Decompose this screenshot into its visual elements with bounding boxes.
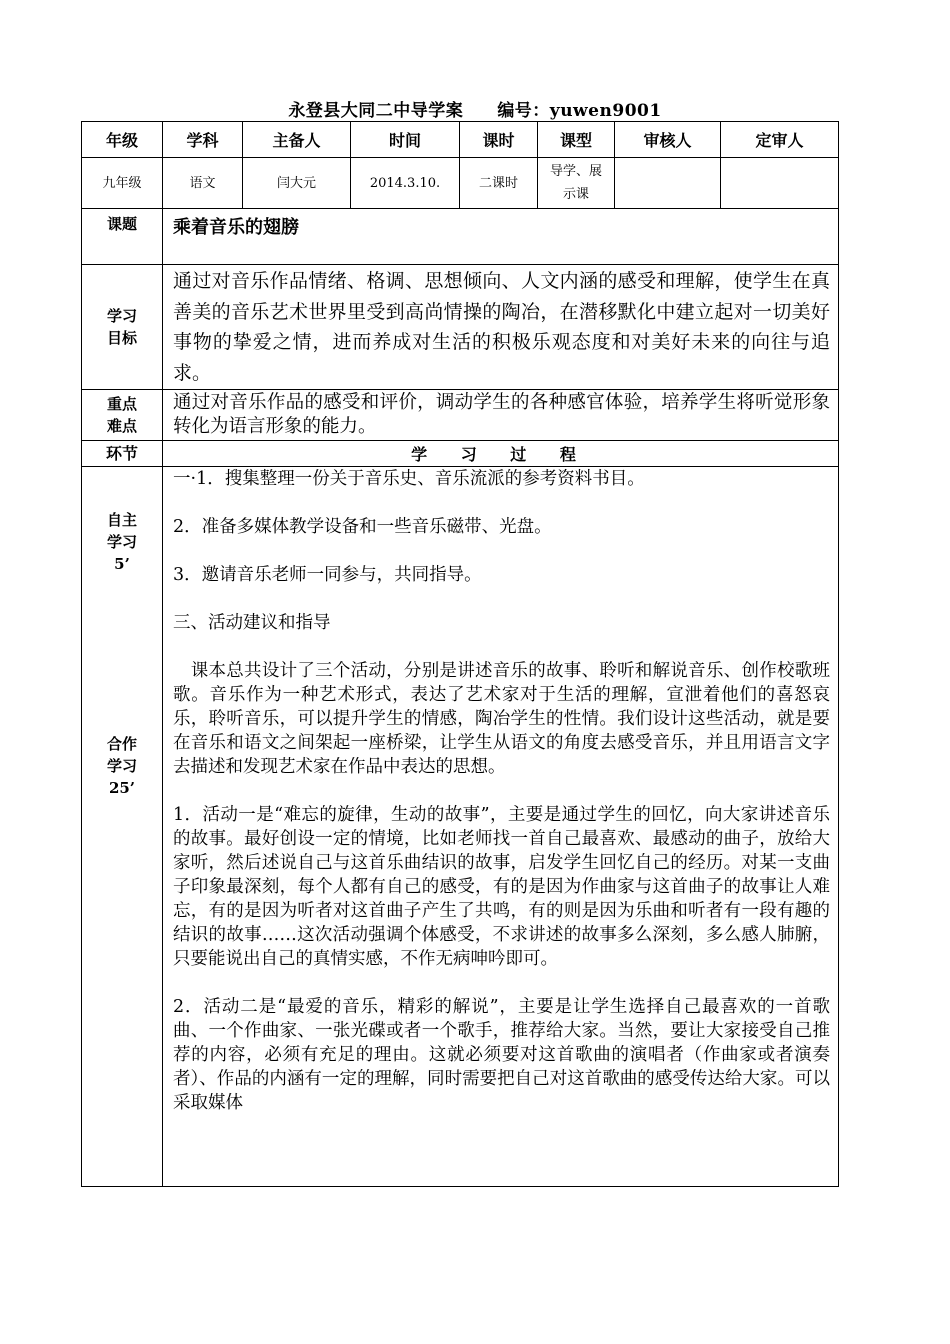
goals-text: 通过对音乐作品情绪、格调、思想倾向、人文内涵的感受和理解，使学生在真善美的音乐艺术世界里受到高尚情操的陶冶，在潜移默化中建立起对一切美好事物的挚爱之情，进而养成对生活的积极乐观态度和对美好未来的向往与追求。 xyxy=(163,265,839,390)
goals-row xyxy=(82,265,839,390)
col-reviewer: 审核人 xyxy=(615,122,721,158)
page-title xyxy=(0,96,950,121)
process-paragraph: 2．准备多媒体教学设备和一些音乐磁带、光盘。 xyxy=(173,517,552,537)
school-title: 永登县大同二中导学案 xyxy=(288,101,464,121)
process-header-row xyxy=(82,441,839,467)
process-row xyxy=(82,467,839,1187)
process-stage-labels xyxy=(82,467,163,1187)
col-time: 时间 xyxy=(351,122,460,158)
topic-value: 乘着音乐的翅膀 xyxy=(163,209,839,265)
cooperative-study-label: 合作 学习 25’ xyxy=(106,735,137,797)
lesson-plan-table xyxy=(81,121,839,1187)
key-points-text: 通过对音乐作品的感受和评价，调动学生的各种感官体验，培养学生将听觉形象转化为语言形象的能力。 xyxy=(163,390,839,441)
key-points-label: 重点 难点 xyxy=(82,390,163,441)
key-points-row xyxy=(82,390,839,441)
topic-label: 课题 xyxy=(82,209,163,265)
topic-row xyxy=(82,209,839,265)
cell-subject: 语文 xyxy=(163,158,243,209)
process-paragraph: 2．活动二是“最爱的音乐，精彩的解说”，主要是让学生选择自己最喜欢的一首歌曲、一个作曲家、一张光碟或者一个歌手，推荐给大家。当然，要让大家接受自己推荐的内容，必须有充足的理由。这就必须要对这首歌曲的演唱者（作曲家或者演奏者）、作品的内涵有一定的理解，同时需要把自己对这首歌曲的感受传达给大家。可以采取媒体 xyxy=(173,997,830,1113)
cell-grade: 九年级 xyxy=(82,158,163,209)
process-title: 学 习 过 程 xyxy=(163,441,839,467)
process-paragraph: 1．活动一是“难忘的旋律，生动的故事”，主要是通过学生的回忆，向大家讲述音乐的故事。最好创设一定的情境，比如老师找一首自己最喜欢、最感动的曲子，放给大家听，然后述说自己与这首乐曲结识的故事，启发学生回忆自己的经历。对某一支曲子印象最深刻，每个人都有自己的感受，有的是因为作曲家与这首曲子的故事让人难忘，有的是因为听者对这首曲子产生了共鸣，有的则是因为乐曲和听者有一段有趣的结识的故事……这次活动强调个体感受，不求讲述的故事多么深刻，多么感人肺腑，只要能说出自己的真情实感，不作无病呻吟即可。 xyxy=(173,805,830,969)
process-paragraph: 3．邀请音乐老师一同参与，共同指导。 xyxy=(173,565,482,585)
document-number: 编号：yuwen9001 xyxy=(497,101,662,121)
cell-preparer: 闫大元 xyxy=(243,158,351,209)
col-approver: 定审人 xyxy=(721,122,839,158)
cell-time: 2014.3.10. xyxy=(351,158,460,209)
goals-label: 学习 目标 xyxy=(82,265,163,390)
process-paragraph: 课本总共设计了三个活动，分别是讲述音乐的故事、聆听和解说音乐、创作校歌班歌。音乐作为一种艺术形式，表达了艺术家对于生活的理解，宣泄着他们的喜怒哀乐，聆听音乐，可以提升学生的情感，陶冶学生的性情。我们设计这些活动，就是要在音乐和语文之间架起一座桥梁，让学生从语文的角度去感受音乐，并且用语言文字去描述和发现艺术家在作品中表达的思想。 xyxy=(173,661,830,777)
cell-type: 导学、展示课 xyxy=(538,158,615,209)
cell-periods: 二课时 xyxy=(460,158,538,209)
process-paragraph: 三、活动建议和指导 xyxy=(173,613,331,633)
col-subject: 学科 xyxy=(163,122,243,158)
header-row xyxy=(82,122,839,158)
info-row xyxy=(82,158,839,209)
col-periods: 课时 xyxy=(460,122,538,158)
process-paragraph: 一·1．搜集整理一份关于音乐史、音乐流派的参考资料书目。 xyxy=(173,469,645,489)
col-preparer: 主备人 xyxy=(243,122,351,158)
self-study-label: 自主 学习 5’ xyxy=(106,511,137,573)
cell-approver xyxy=(721,158,839,209)
col-type: 课型 xyxy=(538,122,615,158)
process-content xyxy=(163,467,839,1187)
col-grade: 年级 xyxy=(82,122,163,158)
cell-reviewer xyxy=(615,158,721,209)
process-stage-label: 环节 xyxy=(82,441,163,467)
